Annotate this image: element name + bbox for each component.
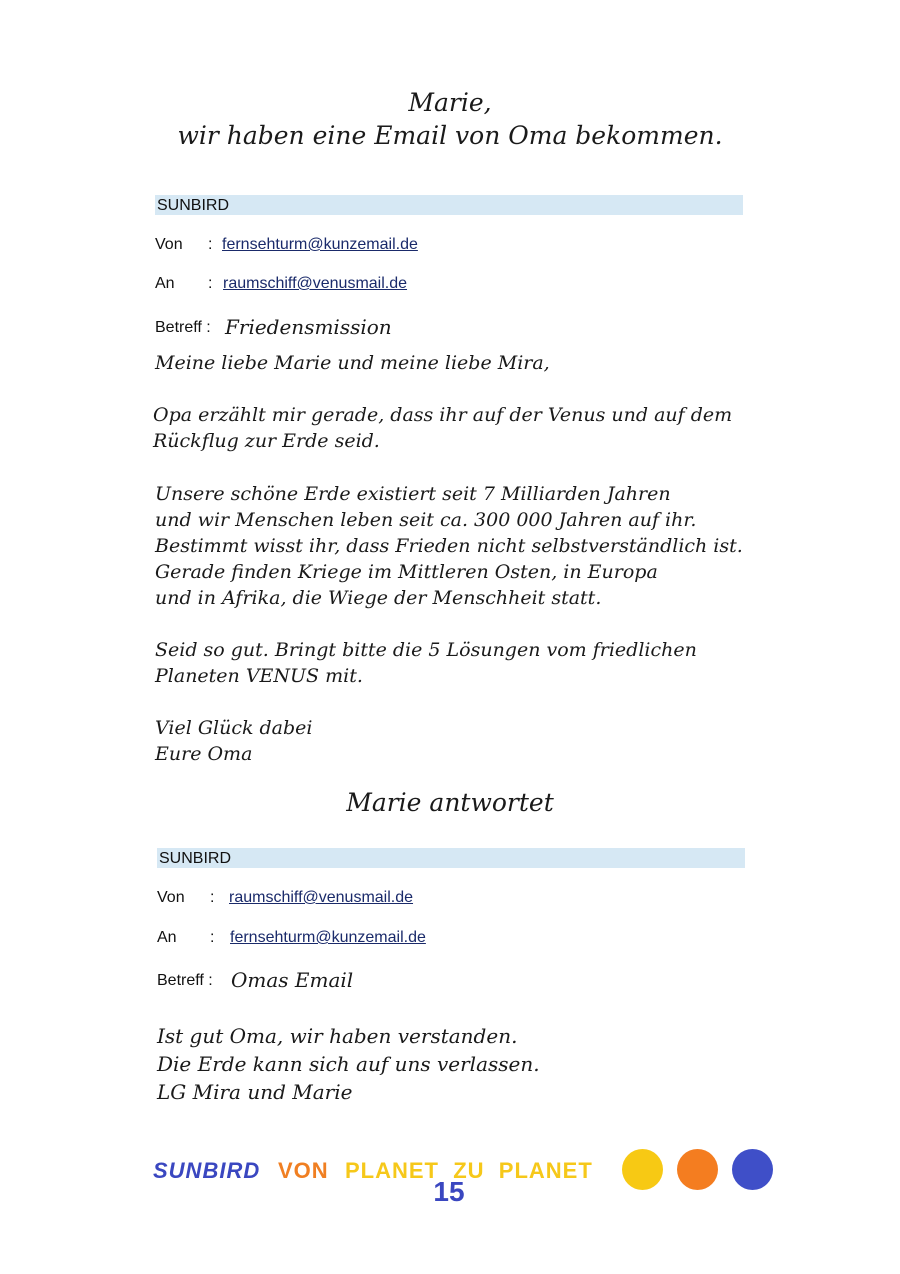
to-email-link[interactable]: fernsehturm@kunzemail.de bbox=[230, 929, 426, 946]
email-app-bar: SUNBIRD bbox=[157, 848, 745, 868]
footer-brand-sunbird: SUNBIRD bbox=[153, 1158, 261, 1183]
reply-body: Ist gut Oma, wir haben verstanden. Die Erde kann sich auf uns verlassen. LG Mira und Marie bbox=[157, 1024, 540, 1104]
blue-circle-icon bbox=[732, 1149, 773, 1190]
subject-value: Omas Email bbox=[231, 968, 354, 992]
email-closing: Viel Glück dabei Eure Oma bbox=[155, 717, 313, 765]
email-greeting: Meine liebe Marie und meine liebe Mira, bbox=[155, 352, 550, 374]
yellow-circle-icon bbox=[622, 1149, 663, 1190]
email-paragraph-2: Unsere schöne Erde existiert seit 7 Milliarden Jahren und wir Menschen leben seit ca. 300 000 Jahren auf ihr. Bestimmt wisst ihr, dass Frieden nicht selbstverständlich ist. Gerade finden Kriege im Mittleren Osten, in Europa und in Afrika, die Wiege der Menschheit statt. bbox=[155, 483, 743, 609]
subject-label: Betreff : bbox=[155, 319, 211, 336]
page-title-line1: Marie, bbox=[408, 88, 492, 117]
from-field-label: Von : bbox=[157, 889, 215, 906]
footer-brand-von: VON bbox=[278, 1158, 329, 1183]
from-email-link[interactable]: raumschiff@venusmail.de bbox=[229, 889, 414, 906]
to-field-label: An : bbox=[155, 275, 213, 292]
subject-value: Friedensmission bbox=[225, 315, 392, 339]
subject-label: Betreff : bbox=[157, 972, 213, 989]
page-title-line2: wir haben eine Email von Oma bekommen. bbox=[177, 121, 723, 150]
reply-heading: Marie antwortet bbox=[346, 788, 554, 817]
to-field-label: An : bbox=[157, 929, 215, 946]
email-paragraph-3: Seid so gut. Bringt bitte die 5 Lösungen vom friedlichen Planeten VENUS mit. bbox=[155, 639, 697, 687]
footer-brand-planet: PLANET ZU PLANET bbox=[345, 1158, 593, 1183]
to-email-link[interactable]: raumschiff@venusmail.de bbox=[223, 275, 408, 292]
from-field-label: Von : bbox=[155, 236, 213, 253]
email-app-bar: SUNBIRD bbox=[155, 195, 743, 215]
page-number: 15 bbox=[433, 1176, 465, 1207]
from-email-link[interactable]: fernsehturm@kunzemail.de bbox=[222, 236, 418, 253]
orange-circle-icon bbox=[677, 1149, 718, 1190]
email-paragraph-1: Opa erzählt mir gerade, dass ihr auf der Venus und auf dem Rückflug zur Erde seid. bbox=[153, 404, 733, 452]
